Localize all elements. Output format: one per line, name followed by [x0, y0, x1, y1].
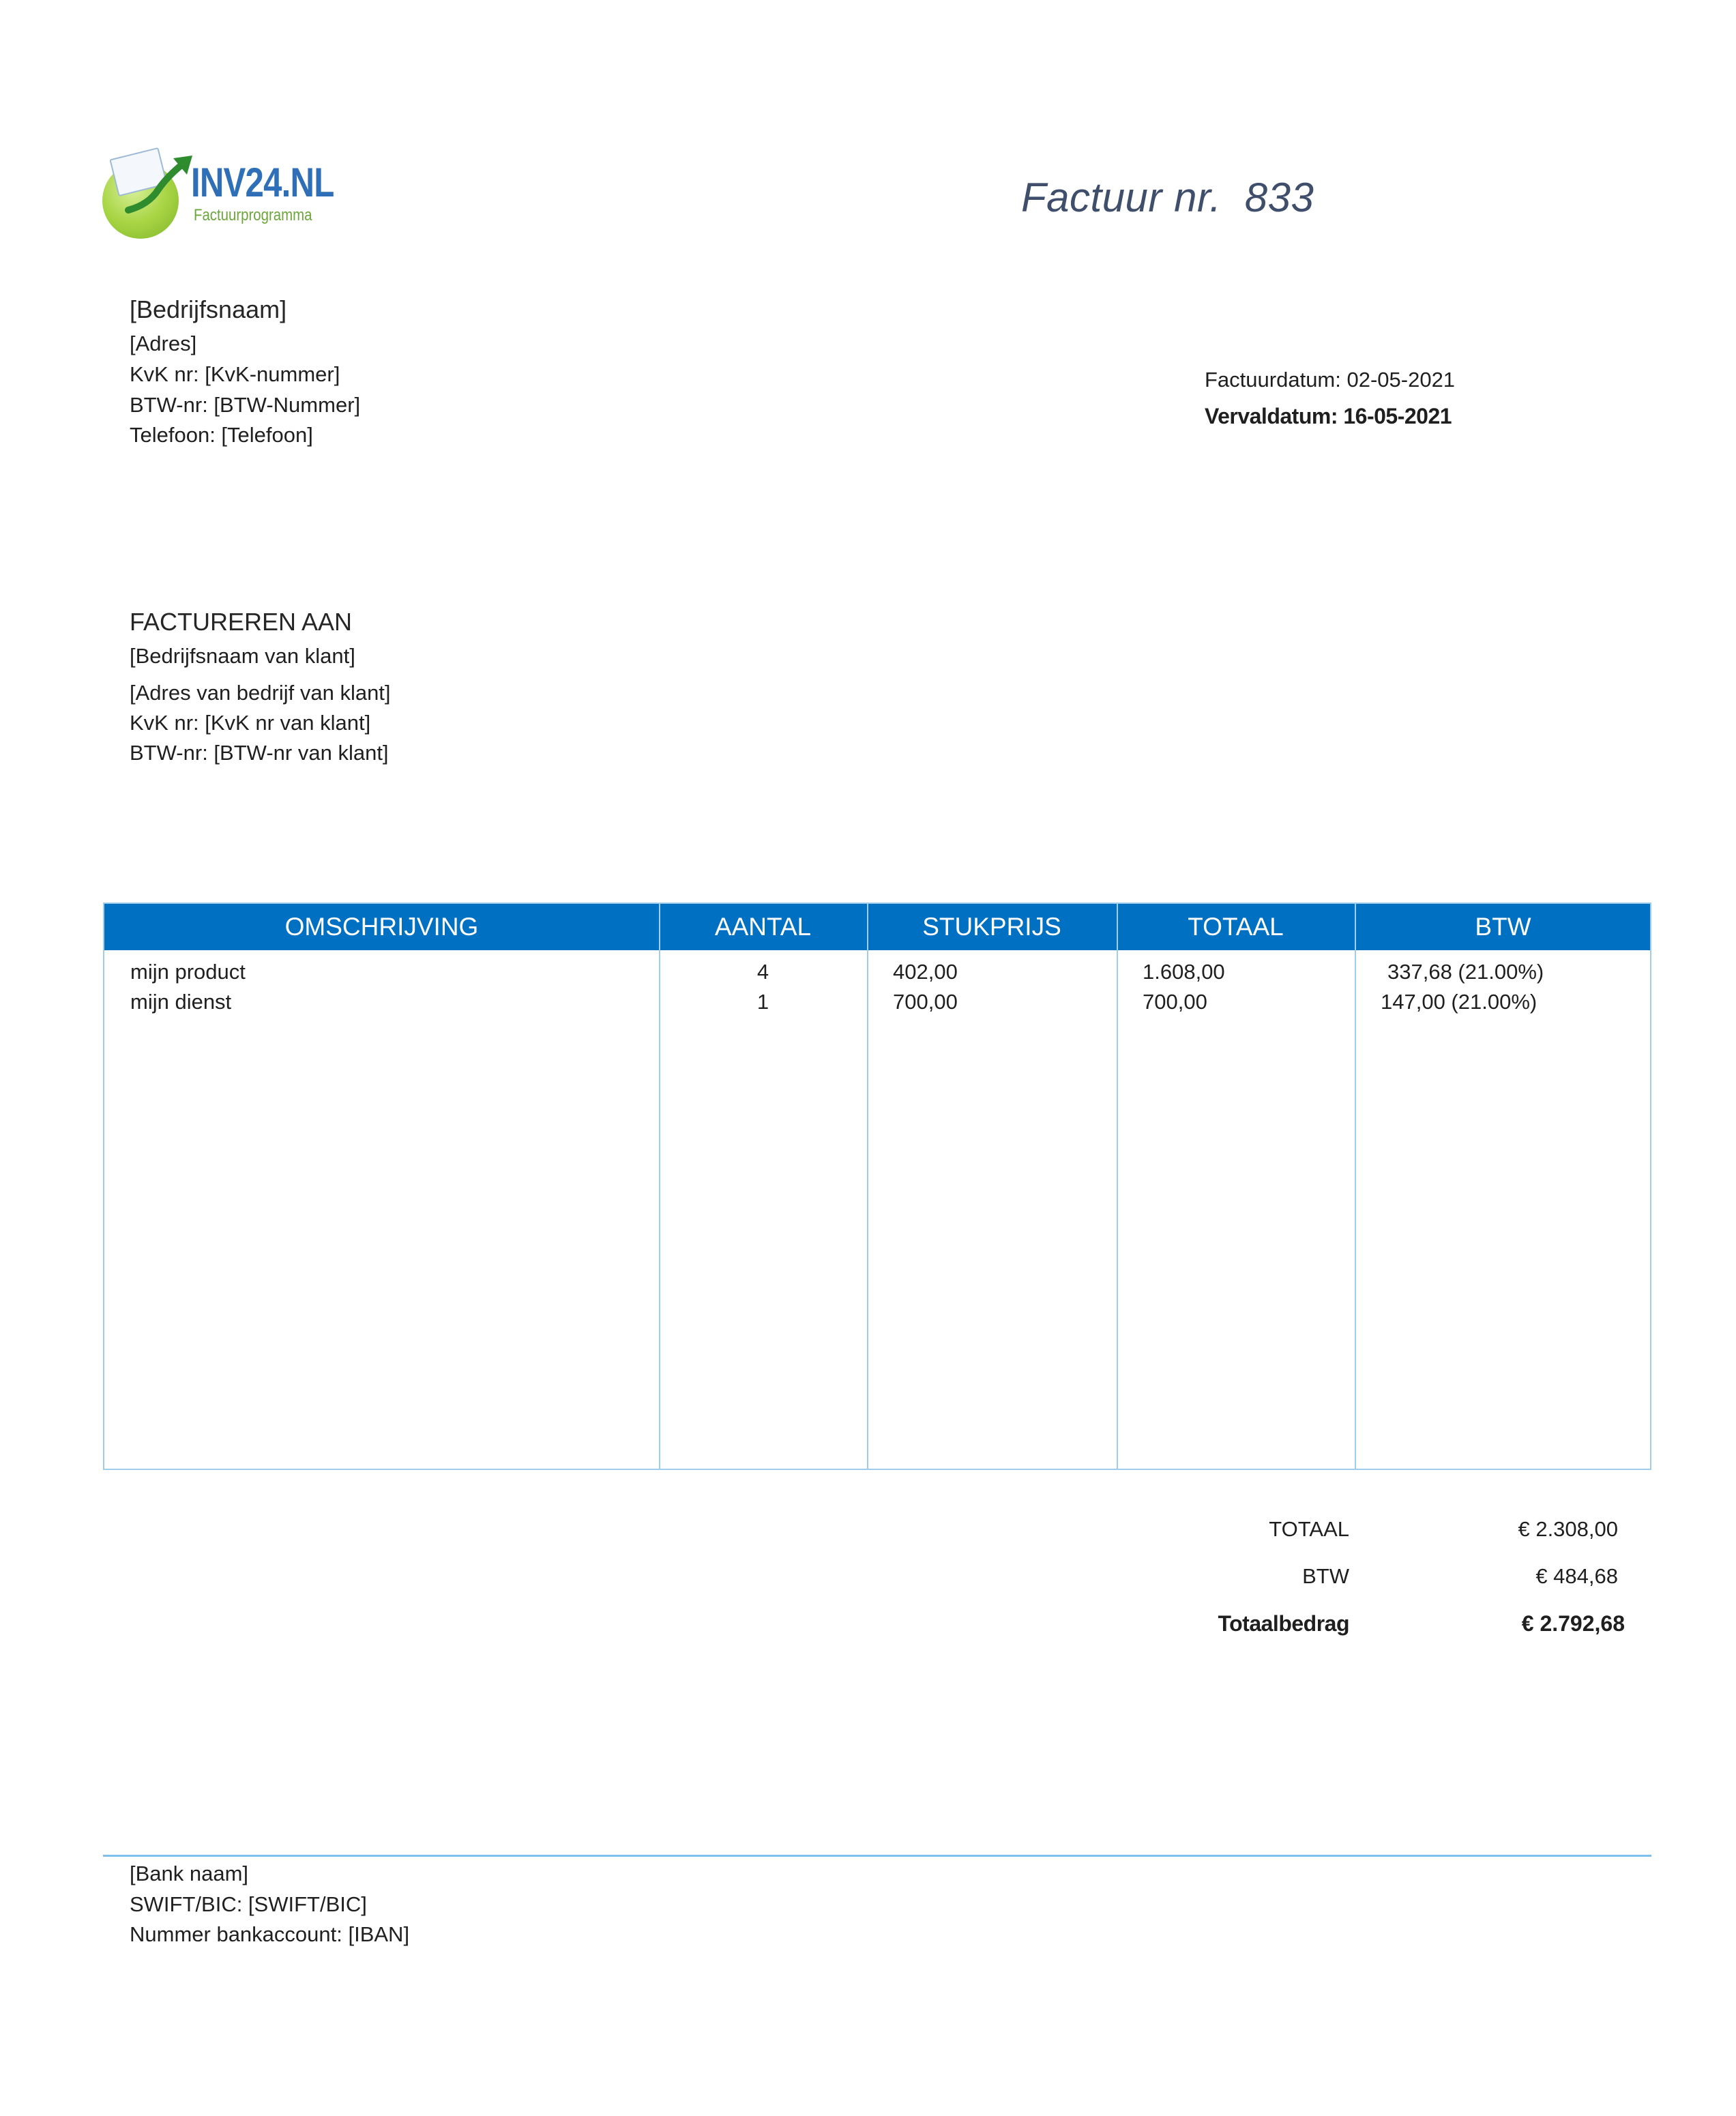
company-logo	[102, 150, 334, 232]
vat-label: BTW	[1302, 1564, 1349, 1588]
table-header	[104, 904, 1650, 950]
row-quantity: 4	[756, 960, 769, 984]
recipient-kvk: KvK nr: [KvK nr van klant]	[130, 711, 371, 735]
subtotal-value: € 2.308,00	[1518, 1517, 1618, 1541]
invoice-date: Factuurdatum: 02-05-2021	[1205, 368, 1456, 392]
recipient-btw: BTW-nr: [BTW-nr van klant]	[130, 741, 389, 765]
column-header-unit-price: STUKPRIJS	[922, 913, 1061, 941]
logo-subtitle: Factuurprogramma	[194, 206, 312, 224]
logo-arrow-icon	[116, 150, 198, 225]
invoice-title: Factuur nr. 833	[1021, 175, 1314, 220]
grand-total-label: Totaalbedrag	[1218, 1611, 1349, 1636]
bill-to-heading: FACTUREREN AAN	[130, 608, 353, 636]
row-vat: 147,00 (21.00%)	[1381, 990, 1538, 1014]
column-header-total: TOTAAL	[1188, 913, 1284, 941]
sender-phone: Telefoon: [Telefoon]	[130, 423, 313, 447]
row-description: mijn dienst	[130, 990, 232, 1014]
items-table	[103, 902, 1651, 1470]
sender-address: [Adres]	[130, 332, 197, 355]
sender-btw: BTW-nr: [BTW-Nummer]	[130, 393, 361, 417]
column-header-quantity: AANTAL	[714, 913, 812, 941]
logo-wordmark: INV24.NL	[191, 160, 334, 205]
row-description: mijn product	[130, 960, 246, 984]
sender-kvk: KvK nr: [KvK-nummer]	[130, 362, 340, 386]
due-date: Vervaldatum: 16-05-2021	[1205, 404, 1452, 428]
table-row	[104, 987, 1650, 1017]
row-quantity: 1	[756, 990, 769, 1014]
bank-account: Nummer bankaccount: [IBAN]	[130, 1922, 410, 1946]
table-row	[104, 957, 1650, 987]
row-unit-price: 700,00	[893, 990, 958, 1014]
subtotal-label: TOTAAL	[1269, 1517, 1349, 1541]
row-vat: 337,68 (21.00%)	[1387, 960, 1544, 984]
column-header-vat: BTW	[1475, 913, 1531, 941]
recipient-company: [Bedrijfsnaam van klant]	[130, 644, 355, 668]
row-unit-price: 402,00	[893, 960, 958, 984]
recipient-address: [Adres van bedrijf van klant]	[130, 681, 391, 705]
bank-swift: SWIFT/BIC: [SWIFT/BIC]	[130, 1892, 367, 1916]
row-total: 1.608,00	[1143, 960, 1225, 984]
vat-value: € 484,68	[1535, 1564, 1618, 1588]
sender-company: [Bedrijfsnaam]	[130, 295, 287, 323]
bank-name: [Bank naam]	[130, 1862, 249, 1885]
footer-divider	[103, 1855, 1651, 1857]
grand-total-value: € 2.792,68	[1521, 1611, 1625, 1636]
row-total: 700,00	[1143, 990, 1207, 1014]
column-header-description: OMSCHRIJVING	[284, 913, 479, 941]
